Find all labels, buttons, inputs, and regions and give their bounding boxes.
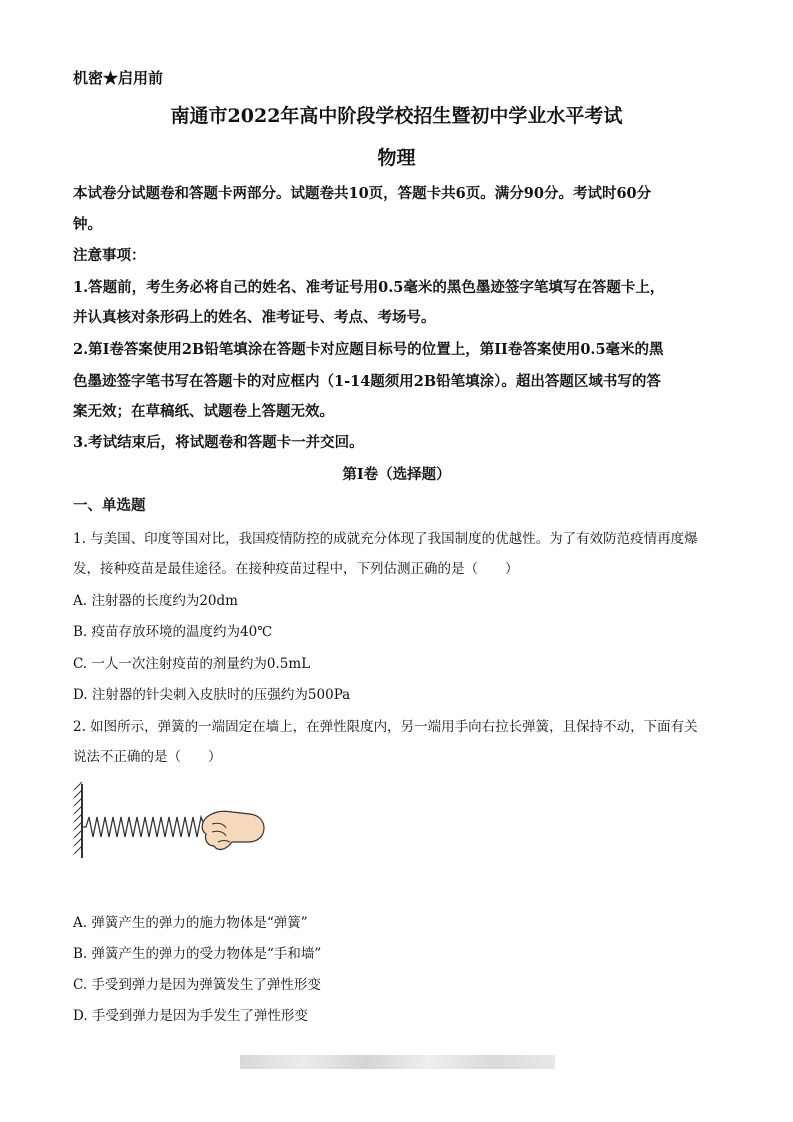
wall xyxy=(74,782,82,858)
note-1-line-2: 并认真核对条形码上的姓名、准考证号、考点、考场号。 xyxy=(73,309,436,326)
note-1-line-1: 1.答题前，考生务必将自己的姓名、准考证号用0.5毫米的黑色墨迹签字笔填写在答题卡上， xyxy=(73,279,665,296)
q1-stem-line-2: 发，接种疫苗是最佳途径。在接种疫苗过程中，下列估测正确的是（ ） xyxy=(73,561,519,577)
secret-label: 机密★启用前 xyxy=(73,69,164,87)
q2-option-b: B. 弹簧产生的弹力的受力物体是“手和墙” xyxy=(73,946,322,962)
section-title: 第I卷（选择题） xyxy=(342,466,451,483)
exam-title: 南通市2022年高中阶段学校招生暨初中学业水平考试 xyxy=(170,105,623,127)
q2-stem-line-2: 说法不正确的是（ ） xyxy=(73,749,222,765)
q2-stem-line-1: 2. 如图所示，弹簧的一端固定在墙上，在弹性限度内，另一端用手向右拉长弹簧，且保持不动，下面有关 xyxy=(73,719,698,735)
note-2-line-3: 案无效；在草稿纸、试题卷上答题无效。 xyxy=(73,403,334,420)
spring-figure xyxy=(72,780,267,860)
intro-line-2: 钟。 xyxy=(73,216,102,233)
q2-option-a: A. 弹簧产生的弹力的施力物体是“弹簧” xyxy=(73,915,308,931)
q2-option-d: D. 手受到弹力是因为手发生了弹性形变 xyxy=(73,1008,308,1024)
note-3-line-1: 3.考试结束后，将试题卷和答题卡一并交回。 xyxy=(73,434,364,451)
q1-option-d: D. 注射器的针尖刺入皮肤时的压强约为500Pa xyxy=(73,687,351,703)
note-2-line-1: 2.第I卷答案使用2B铅笔填涂在答题卡对应题目标号的位置上，第II卷答案使用0.5毫米的黑 xyxy=(73,341,664,358)
blurred-watermark xyxy=(240,1055,555,1069)
q2-option-c: C. 手受到弹力是因为弹簧发生了弹性形变 xyxy=(73,977,321,993)
q1-stem-line-1: 1. 与美国、印度等国对比，我国疫情防控的成就充分体现了我国制度的优越性。为了有效防范疫情再度爆 xyxy=(73,531,698,547)
intro-line-1: 本试卷分试题卷和答题卡两部分。试题卷共10页，答题卡共6页。满分90分。考试时60分 xyxy=(73,185,652,202)
q1-option-c: C. 一人一次注射疫苗的剂量约为0.5mL xyxy=(73,656,311,672)
notes-heading: 注意事项： xyxy=(73,247,146,264)
subject-title: 物理 xyxy=(377,147,416,169)
q1-option-a: A. 注射器的长度约为20dm xyxy=(73,593,238,609)
spring xyxy=(82,817,209,837)
part-heading: 一、单选题 xyxy=(73,497,146,514)
hand-icon xyxy=(202,811,264,849)
q1-option-b: B. 疫苗存放环境的温度约为40℃ xyxy=(73,624,273,640)
note-2-line-2: 色墨迹签字笔书写在答题卡的对应框内（1-14题须用2B铅笔填涂）。超出答题区域书写的答 xyxy=(73,373,661,390)
